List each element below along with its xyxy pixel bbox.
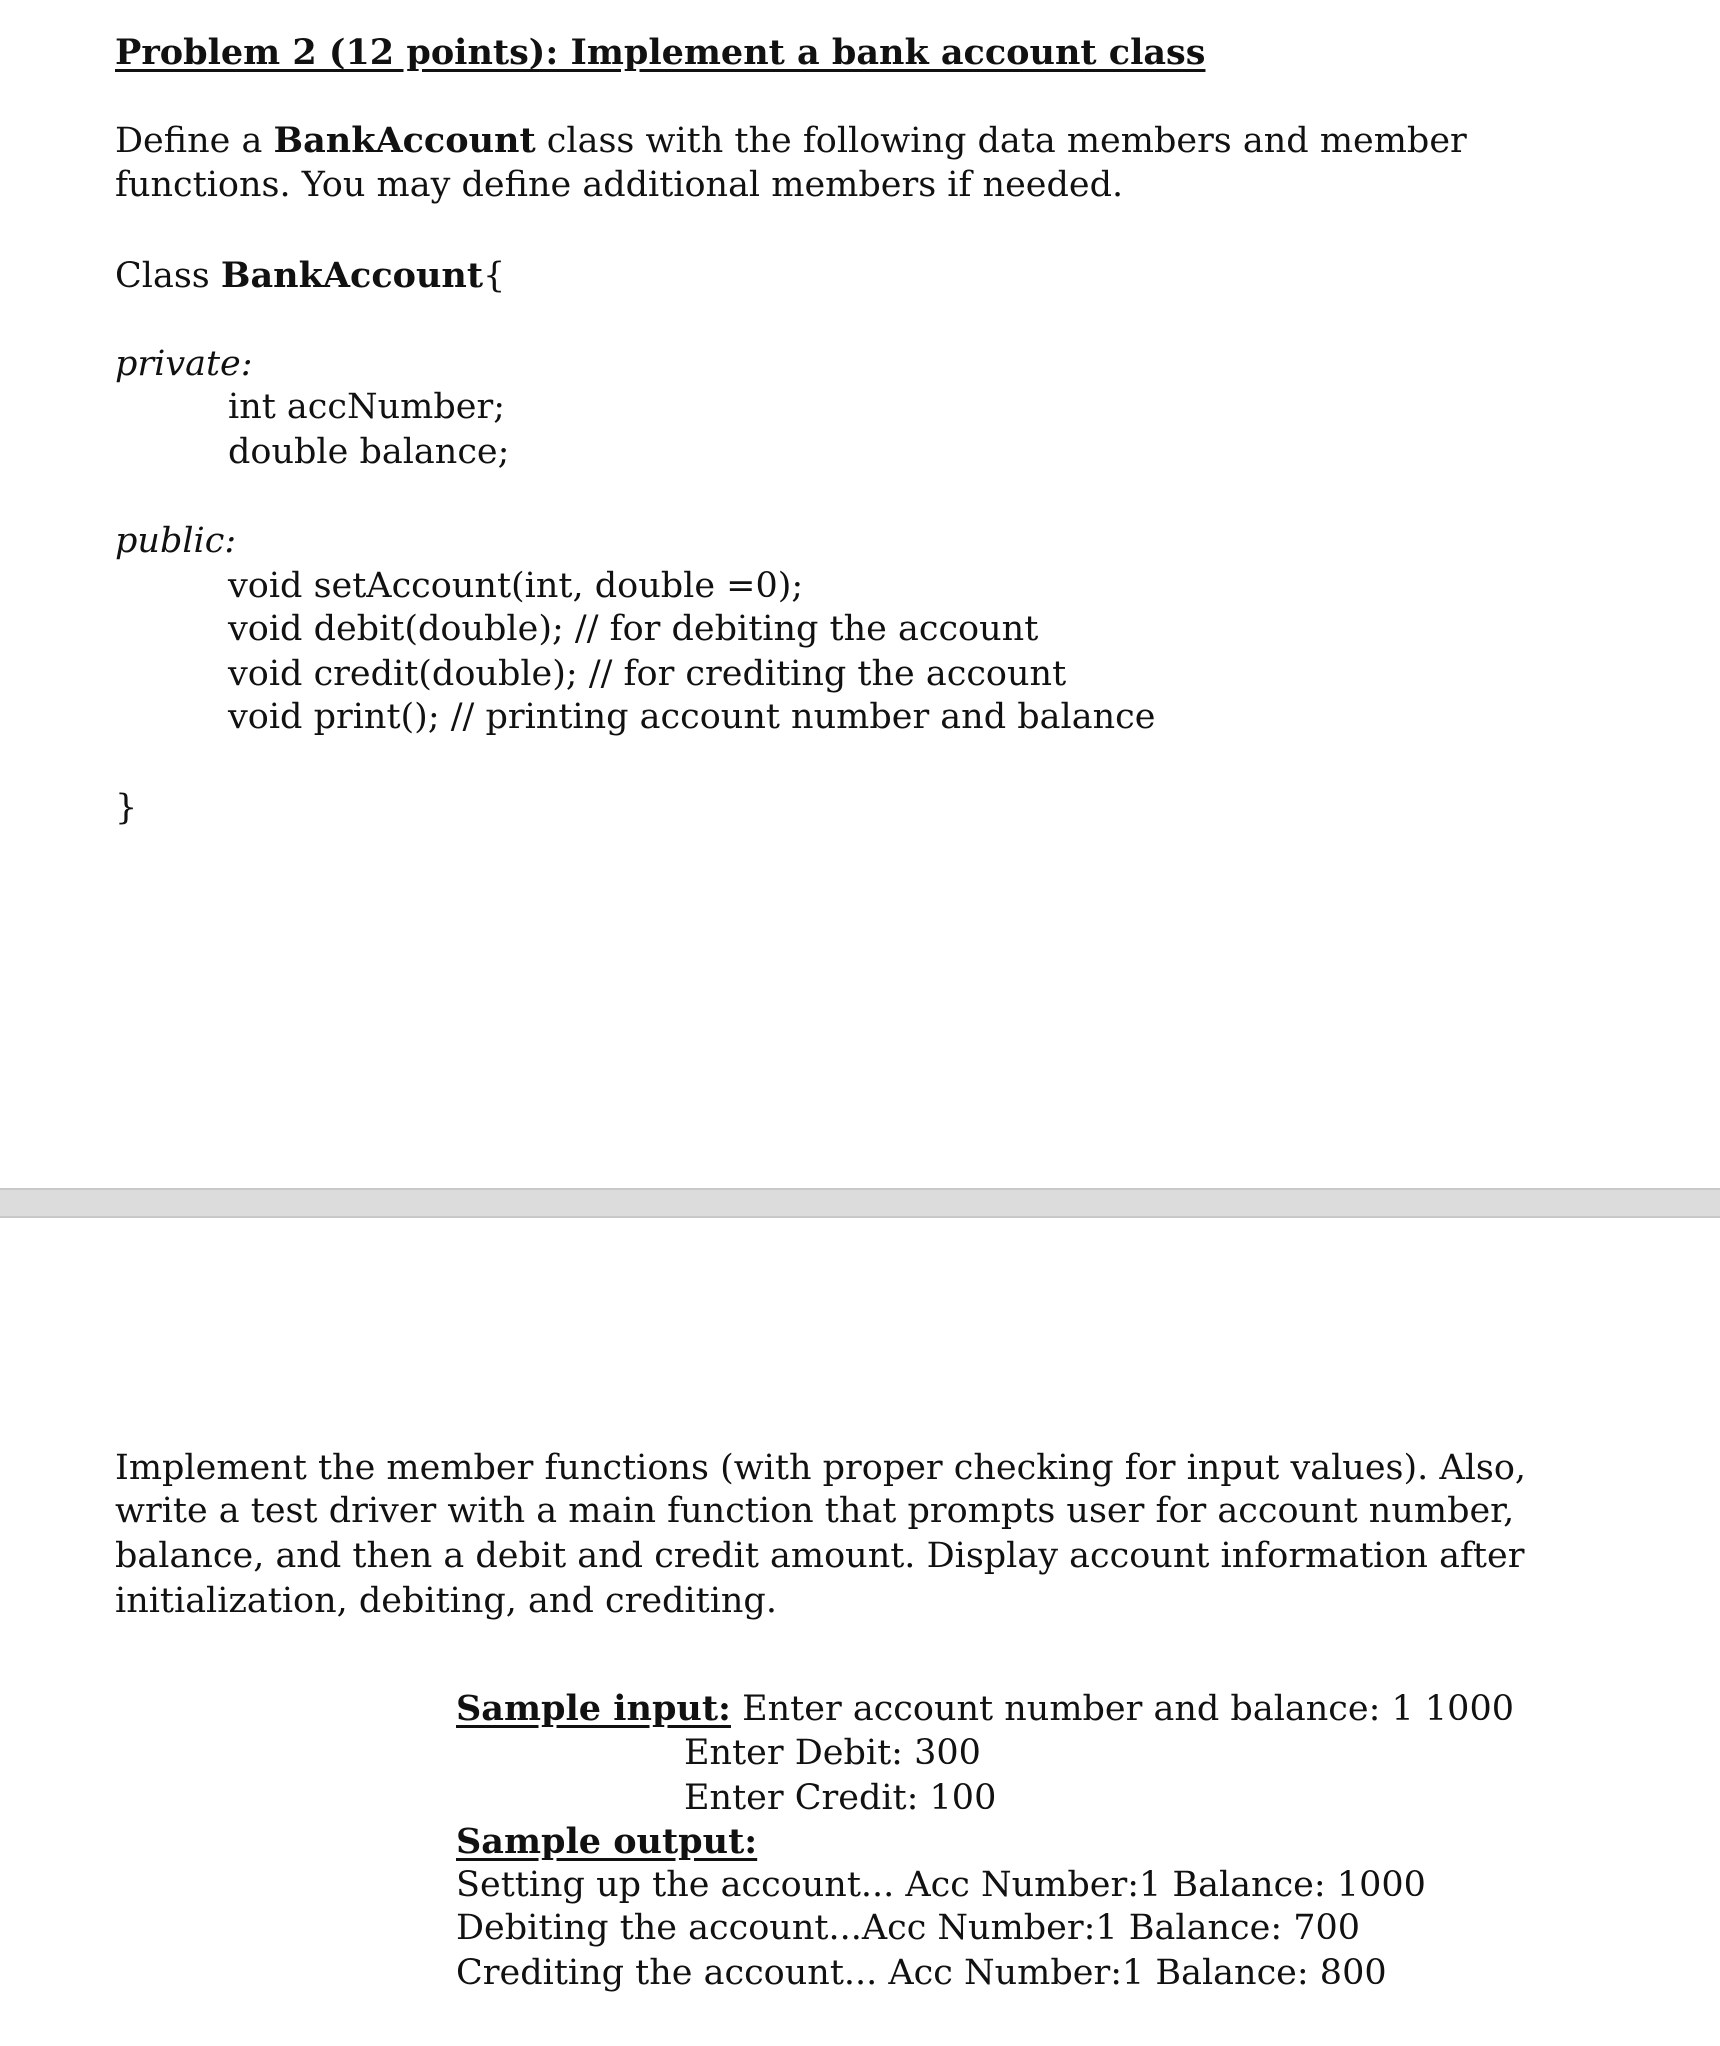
sample-output-text: Setting up the account... Acc Number:1 Balance: 1000: [456, 1865, 1426, 1905]
document-page-bottom: [0, 1218, 1720, 2046]
class-open-brace: {: [483, 256, 506, 296]
private-member: double balance;: [228, 432, 510, 472]
problem-title: Problem 2 (12 points): Implement a bank account class: [115, 32, 1206, 73]
public-member: void print(); // printing account number and balance: [228, 697, 1156, 737]
sample-input-text: Enter account number and balance: 1 1000: [730, 1689, 1514, 1729]
class-keyword: Class: [115, 256, 221, 296]
public-member: void debit(double); // for debiting the account: [228, 609, 1039, 649]
sample-output-label: Sample output:: [456, 1821, 758, 1862]
page-break-divider: [0, 1188, 1720, 1218]
class-close-brace: }: [115, 788, 138, 828]
intro-text-post: class with the following data members and member: [535, 121, 1467, 161]
sample-input-text: Enter Debit: 300: [684, 1733, 981, 1773]
instruction-line: initialization, debiting, and crediting.: [115, 1581, 777, 1621]
private-member: int accNumber;: [228, 387, 505, 427]
instruction-line: write a test driver with a main function that prompts user for account number,: [115, 1491, 1515, 1531]
intro-text-pre: Define a: [115, 121, 274, 161]
class-name: BankAccount: [220, 255, 484, 296]
sample-output-text: Debiting the account...Acc Number:1 Balance: 700: [456, 1908, 1361, 1948]
public-member: void setAccount(int, double =0);: [228, 566, 804, 606]
intro-line-1: [115, 118, 1467, 164]
instruction-line: Implement the member functions (with proper checking for input values). Also,: [115, 1448, 1527, 1488]
private-label: private:: [115, 344, 253, 384]
class-header: [115, 253, 505, 299]
public-label: public:: [115, 521, 237, 561]
intro-line-2: functions. You may define additional members if needed.: [115, 165, 1124, 205]
sample-output-text: Crediting the account... Acc Number:1 Balance: 800: [456, 1953, 1387, 1993]
sample-input-line: [456, 1686, 1514, 1732]
public-member: void credit(double); // for crediting the account: [228, 654, 1067, 694]
sample-input-label: Sample input:: [456, 1688, 731, 1729]
sample-input-text: Enter Credit: 100: [684, 1778, 997, 1818]
instruction-line: balance, and then a debit and credit amount. Display account information after: [115, 1536, 1525, 1576]
intro-class-name: BankAccount: [273, 120, 536, 161]
